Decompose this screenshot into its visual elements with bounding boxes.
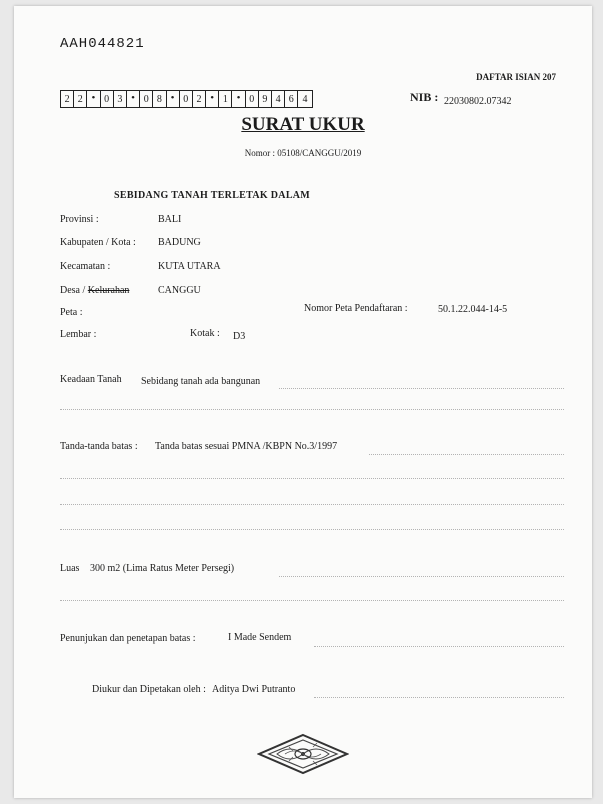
lembar-label: Lembar :	[60, 329, 97, 340]
kabupaten-label: Kabupaten / Kota :	[60, 237, 136, 248]
document-page	[14, 6, 592, 798]
luas-value: 300 m2 (Lima Ratus Meter Persegi)	[90, 563, 235, 574]
nib-label: NIB :	[410, 90, 439, 104]
diukur-label: Diukur dan Dipetakan oleh :	[92, 684, 206, 695]
tanda-batas-label: Tanda-tanda batas :	[60, 441, 138, 452]
dotted-line	[314, 646, 564, 647]
dotted-line	[60, 478, 564, 479]
peta-label: Peta :	[60, 307, 83, 318]
number-box: •	[167, 91, 180, 107]
diukur-value: Aditya Dwi Putranto	[212, 684, 296, 695]
dotted-line	[60, 409, 564, 410]
kecamatan-value: KUTA UTARA	[158, 261, 221, 272]
number-box: 0	[101, 91, 114, 107]
tanda-batas-value: Tanda batas sesuai PMNA /KBPN No.3/1997	[155, 441, 338, 452]
dotted-line	[279, 388, 564, 389]
keadaan-tanah-value: Sebidang tanah ada bangunan	[141, 376, 261, 387]
kecamatan-label: Kecamatan :	[60, 261, 111, 272]
form-code: DAFTAR ISIAN 207	[476, 72, 556, 82]
provinsi-label: Provinsi :	[60, 214, 99, 225]
dotted-line	[60, 504, 564, 505]
penunjukan-value: I Made Sendem	[228, 632, 292, 643]
dotted-line	[279, 576, 564, 577]
number-box: 3	[114, 91, 127, 107]
section-heading: SEBIDANG TANAH TERLETAK DALAM	[114, 190, 311, 201]
number-box: •	[206, 91, 219, 107]
document-title	[14, 114, 592, 136]
penunjukan-label: Penunjukan dan penetapan batas :	[60, 633, 196, 644]
number-box: •	[232, 91, 245, 107]
number-box: 0	[140, 91, 153, 107]
desa-label-text: Desa /	[60, 285, 86, 296]
ornament-seal-icon	[257, 733, 349, 780]
kotak-label: Kotak :	[190, 328, 220, 339]
provinsi-value: BALI	[158, 214, 182, 225]
number-box: 8	[153, 91, 166, 107]
nomor-label: Nomor :	[244, 148, 275, 158]
nomor-peta-value: 50.1.22.044-14-5	[438, 304, 508, 315]
serial-number: AAH044821	[60, 36, 145, 52]
number-box: 6	[285, 91, 298, 107]
keadaan-tanah-label: Keadaan Tanah	[60, 374, 122, 385]
kabupaten-value: BADUNG	[158, 237, 201, 248]
dotted-line	[369, 454, 564, 455]
number-box: 4	[272, 91, 285, 107]
number-box: •	[87, 91, 100, 107]
dotted-line	[314, 697, 564, 698]
nomor-peta-label: Nomor Peta Pendaftaran :	[304, 303, 408, 314]
document-title-text: SURAT UKUR	[241, 114, 365, 135]
document-number-boxes	[60, 90, 313, 108]
number-box: 2	[193, 91, 206, 107]
document-nomor	[14, 148, 592, 158]
number-box: 4	[302, 94, 308, 105]
number-box: 0	[246, 91, 259, 107]
kotak-value: D3	[233, 331, 246, 342]
number-box: •	[127, 91, 140, 107]
number-box: 2	[61, 91, 74, 107]
number-box: 9	[259, 91, 272, 107]
desa-value: CANGGU	[158, 285, 201, 296]
kelurahan-label-struck: Kelurahan	[87, 285, 130, 296]
number-box: 0	[180, 91, 193, 107]
dotted-line	[60, 600, 564, 601]
desa-label	[60, 285, 129, 296]
luas-label: Luas	[60, 563, 80, 574]
number-box: 1	[219, 91, 232, 107]
number-box: 2	[74, 91, 87, 107]
dotted-line	[60, 529, 564, 530]
nib-value: 22030802.07342	[444, 96, 512, 107]
nomor-value: 05108/CANGGU/2019	[277, 148, 362, 158]
